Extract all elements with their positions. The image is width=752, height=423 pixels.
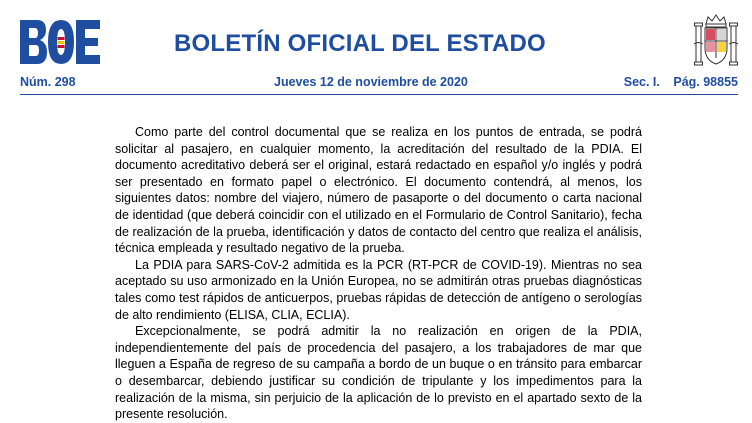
body-paragraph: Como parte del control documental que se realiza en los puntos de entrada, se podrá solicitar al pasajero, en cualquier momento, la acreditación del resultado de la PDIA. El documento acreditativo deberá ser el original, estará redactado en español y/o inglés y podrá ser presentado en formato papel o electrónico. El documento contendrá, al menos, los siguientes datos: nombre del viajero, número de pasaporte o del documento o carta nacional de identidad (que deberá coincidir con el utilizado en el Formulario de Control Sanitario), fecha de realización de la prueba, identificación y datos de contacto del centro que realiza el análisis, técnica empleada y resultado negativo de la prueba.	[115, 125, 642, 256]
issue-date: Jueves 12 de noviembre de 2020	[274, 75, 468, 89]
section-and-page	[614, 75, 738, 89]
boe-logo-icon	[20, 20, 100, 64]
page-number: Pág. 98855	[673, 75, 738, 89]
header-divider	[20, 94, 738, 95]
section-label: Sec. I.	[623, 75, 660, 89]
body-paragraph: Excepcionalmente, se podrá admitir la no realización en origen de la PDIA, independientemente del país de procedencia del pasajero, a los trabajadores de mar que lleguen a España de regreso de su campaña a bordo de un buque o en tránsito para embarcar o desembarcar, debiendo justificar su condición de tripulante y los impedimentos para la realización de la misma, sin perjuicio de la aplicación de lo previsto en el apartado sexto de la presente resolución.	[115, 324, 642, 422]
issue-metadata-line	[20, 75, 738, 91]
logo-stripe	[58, 41, 65, 44]
page-title: BOLETÍN OFICIAL DEL ESTADO	[174, 30, 546, 57]
spanish-coat-of-arms-icon	[693, 14, 739, 72]
logo-stripe	[58, 45, 65, 48]
document-body	[115, 124, 642, 423]
document-header	[0, 0, 752, 100]
logo-stripe	[58, 37, 65, 40]
body-paragraph: La PDIA para SARS-CoV-2 admitida es la PCR (RT-PCR de COVID-19). Mientras no sea aceptado su uso armonizado en la Unión Europea, no se admitirán otras pruebas diagnósticas tales como test rápidos de anticuerpos, pruebas rápidas de detección de antígeno o serologías de alto rendimiento (ELISA, CLIA, ECLIA).	[115, 257, 642, 322]
issue-number: Núm. 298	[20, 75, 76, 89]
